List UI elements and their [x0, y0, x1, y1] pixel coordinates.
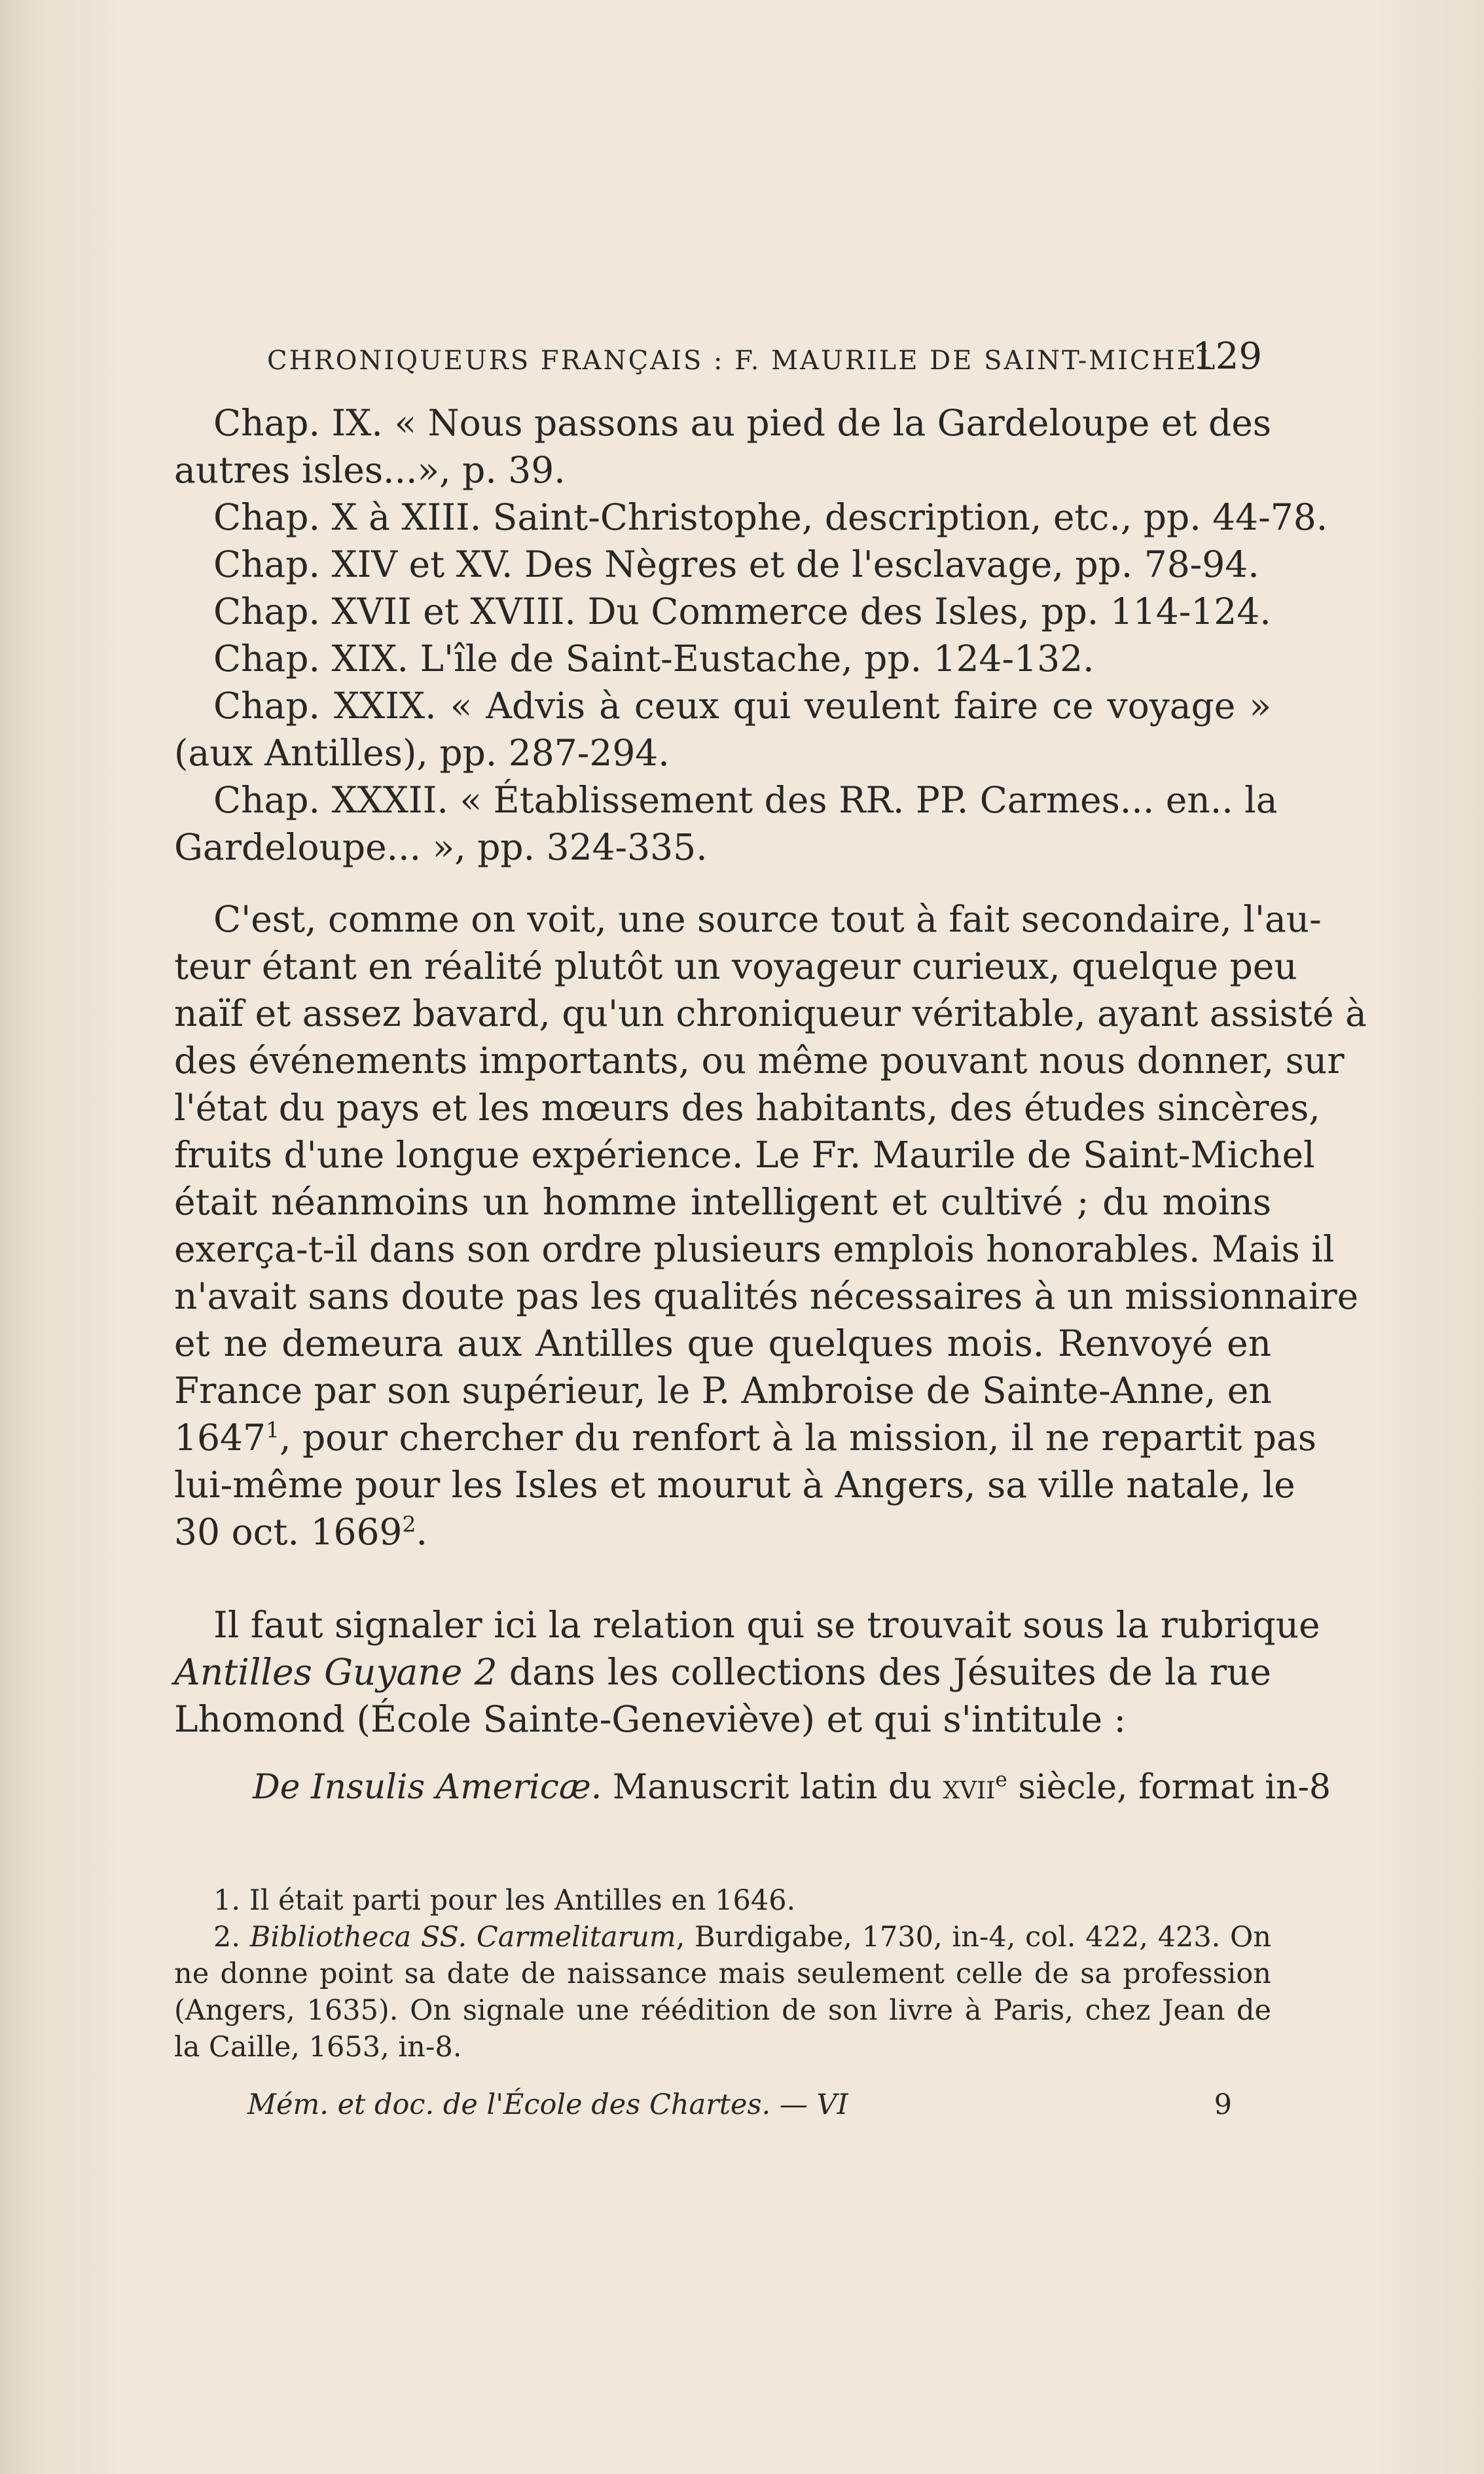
footnote-ref-1[interactable]: 1	[265, 1417, 280, 1443]
paragraph-text: .	[416, 1511, 427, 1553]
paragraph-line	[174, 1508, 1271, 1555]
page-footer	[247, 2088, 1232, 2128]
footnote-2-line: (Angers, 1635). On signale une réédition de son livre à Paris, chez Jean de	[174, 1994, 1271, 2027]
paragraph-line: des événements importants, ou même pouvant nous donner, sur	[174, 1040, 1345, 1082]
page-header	[267, 335, 1262, 381]
year-text: 1647	[174, 1417, 266, 1459]
manuscript-title	[174, 1762, 1331, 1812]
manuscript-name: De Insulis Americæ.	[253, 1768, 602, 1807]
chapter-line: Chap. XXXII. « Établissement des RR. PP. Carmes... en.. la	[213, 779, 1278, 821]
paragraph-line: l'état du pays et les mœurs des habitants, des études sincères,	[174, 1087, 1320, 1129]
paragraph-line: lui-même pour les Isles et mourut à Angers, sa ville natale, le	[174, 1464, 1295, 1506]
page-number: 129	[1192, 335, 1262, 378]
signature-number: 9	[1214, 2088, 1232, 2121]
chapter-line: Chap. XVII et XVIII. Du Commerce des Isles, pp. 114-124.	[213, 591, 1271, 632]
footnote-source: Bibliotheca SS. Carmelitarum	[249, 1921, 676, 1954]
body-text	[174, 399, 1367, 1812]
footnote-2-line: la Caille, 1653, in-8.	[174, 2031, 462, 2064]
chapter-line: Chap. XIV et XV. Des Nègres et de l'esclavage, pp. 78-94.	[213, 543, 1259, 585]
century-text: xvii	[943, 1768, 996, 1807]
paragraph-text: dans les collections des Jésuites de la rue	[497, 1651, 1271, 1693]
chapter-line: (aux Antilles), pp. 287-294.	[174, 732, 670, 774]
footnote-ref-2[interactable]: 2	[402, 1511, 416, 1537]
paragraph-line: et ne demeura aux Antilles que quelques mois. Renvoyé en	[174, 1322, 1271, 1364]
paragraph-text: , pour chercher du renfort à la mission, il ne repartit pas	[279, 1417, 1316, 1459]
manuscript-format: siècle, format in-8	[1007, 1768, 1331, 1807]
paragraph-line: teur étant en réalité plutôt un voyageur curieux, quelque peu	[174, 945, 1297, 987]
paragraph-line: Il faut signaler ici la relation qui se trouvait sous la rubrique	[213, 1604, 1320, 1646]
signature-text: Mém. et doc. de l'École des Chartes. — VI	[247, 2088, 848, 2121]
chapter-line: Chap. XXIX. « Advis à ceux qui veulent faire ce voyage »	[213, 685, 1271, 727]
paragraph-line	[174, 1414, 1316, 1461]
date-text: 30 oct. 1669	[174, 1511, 403, 1553]
footnote-2	[174, 1919, 1271, 1956]
footnote-number: 2.	[213, 1921, 250, 1954]
chapter-line: Chap. X à XIII. Saint-Christophe, description, etc., pp. 44-78.	[213, 496, 1328, 538]
century-sup: e	[995, 1768, 1007, 1792]
footnotes	[174, 1882, 1271, 2065]
paragraph-line: fruits d'une longue expérience. Le Fr. Maurile de Saint-Michel	[174, 1134, 1315, 1176]
chapter-line: Chap. XIX. L'île de Saint-Eustache, pp. 124-132.	[213, 638, 1095, 680]
footnote-1: 1. Il était parti pour les Antilles en 1646.	[213, 1884, 796, 1917]
running-head: CHRONIQUEURS FRANÇAIS : F. MAURILE DE SAINT-MICHEL	[267, 346, 1218, 376]
paragraph-line: France par son supérieur, le P. Ambroise de Sainte-Anne, en	[174, 1370, 1272, 1411]
paragraph-line: n'avait sans doute pas les qualités nécessaires à un missionnaire	[174, 1275, 1359, 1317]
manuscript-desc: Manuscrit latin du	[602, 1768, 943, 1807]
paragraph-line: était néanmoins un homme intelligent et cultivé ; du moins	[174, 1181, 1271, 1223]
paragraph-line: naïf et assez bavard, qu'un chroniqueur véritable, ayant assisté à	[174, 992, 1367, 1034]
paragraph-line: Lhomond (École Sainte-Geneviève) et qui s'intitule :	[174, 1698, 1127, 1740]
paragraph-line: exerça-t-il dans son ordre plusieurs emplois honorables. Mais il	[174, 1228, 1335, 1270]
chapter-line: autres isles...», p. 39.	[174, 449, 566, 491]
paragraph-line	[174, 1648, 1271, 1696]
chapter-line: Chap. IX. « Nous passons au pied de la Gardeloupe et des	[213, 402, 1271, 444]
footnote-2-line: ne donne point sa date de naissance mais seulement celle de sa profession	[174, 1957, 1271, 1990]
rubric-text: Antilles Guyane 2	[174, 1651, 498, 1693]
chapter-line: Gardeloupe... », pp. 324-335.	[174, 826, 708, 868]
paragraph-line: C'est, comme on voit, une source tout à fait secondaire, l'au-	[213, 898, 1322, 940]
footnote-text: , Burdigabe, 1730, in-4, col. 422, 423. On	[676, 1921, 1271, 1954]
